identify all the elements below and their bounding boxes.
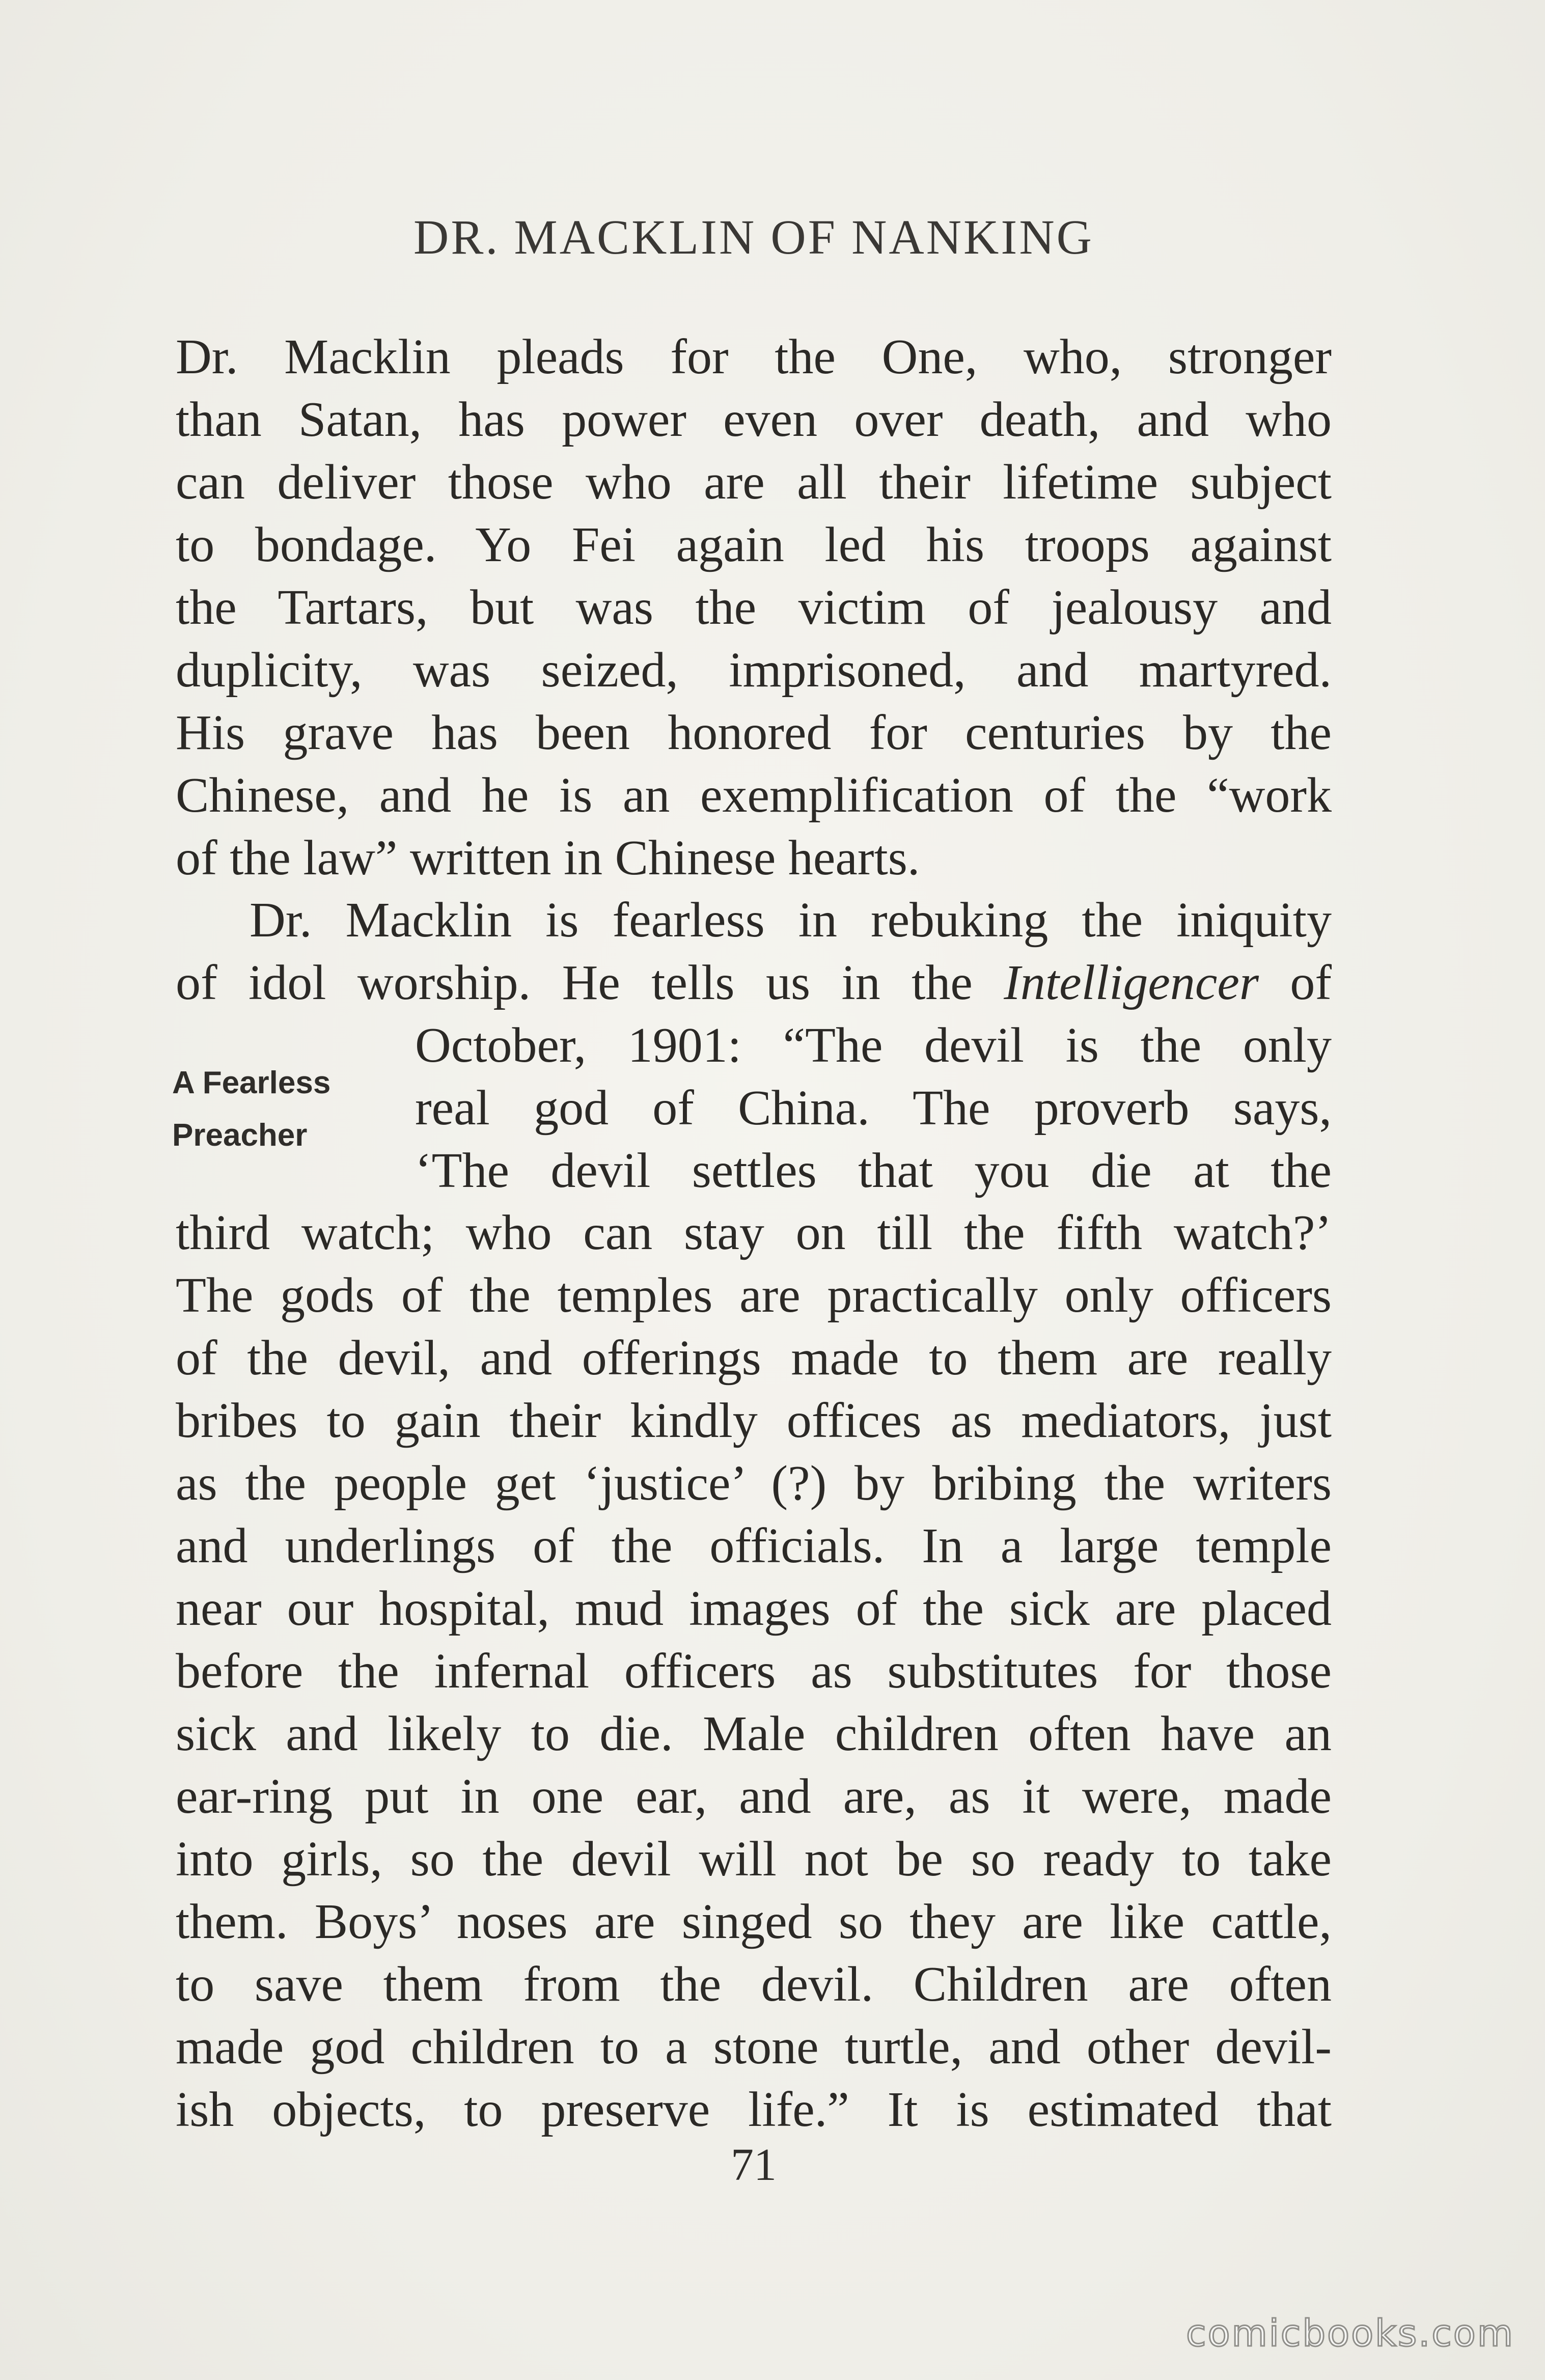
text-line: The gods of the temples are practically only officers (176, 1268, 1332, 1323)
text-line: His grave has been honored for centuries by the (176, 705, 1332, 760)
text-line: duplicity, was seized, imprisoned, and martyred. (176, 643, 1332, 698)
text-line: sick and likely to die. Male children often have an (176, 1706, 1332, 1761)
text-line: Dr. Macklin is fearless in rebuking the iniquity (250, 893, 1332, 948)
text-line: and underlings of the officials. In a large temple (176, 1518, 1332, 1573)
margin-sidenote (172, 1057, 330, 1161)
periodical-title: Intelligencer (1004, 955, 1259, 1010)
text-line: the Tartars, but was the victim of jealousy and (176, 580, 1332, 635)
text-line: ish objects, to preserve life.” It is estimated that (176, 2082, 1332, 2137)
text-line: to bondage. Yo Fei again led his troops against (176, 517, 1332, 572)
paragraph-2-continued (176, 1202, 1332, 2141)
paragraph-2-opening (176, 889, 1332, 1014)
text-line: made god children to a stone turtle, and other devil- (176, 2019, 1332, 2074)
text-line (176, 952, 1332, 1014)
text-line: than Satan, has power even over death, and who (176, 392, 1332, 447)
text-run: of (1258, 955, 1332, 1010)
text-line: of the law” written in Chinese hearts. (176, 831, 920, 885)
text-line: before the infernal officers as substitutes for those (176, 1644, 1332, 1699)
page-number: 71 (731, 2140, 777, 2190)
text-line: as the people get ‘justice’ (?) by bribing the writers (176, 1456, 1332, 1511)
text-line: of the devil, and offerings made to them are really (176, 1331, 1332, 1386)
text-run: of idol worship. He tells us in the (176, 955, 1004, 1010)
text-line: can deliver those who are all their lifetime subject (176, 455, 1332, 510)
text-line: bribes to gain their kindly offices as mediators, just (176, 1393, 1332, 1448)
text-line: real god of China. The proverb says, (415, 1081, 1332, 1136)
text-line: October, 1901: “The devil is the only (415, 1018, 1332, 1073)
text-line: third watch; who can stay on till the fifth watch?’ (176, 1205, 1332, 1260)
site-watermark: comicbooks.com (1185, 2312, 1514, 2355)
text-line: Dr. Macklin pleads for the One, who, stronger (176, 329, 1332, 384)
paragraph-1 (176, 326, 1332, 890)
running-head: DR. MACKLIN OF NANKING (413, 210, 1094, 264)
text-line: ‘The devil settles that you die at the (415, 1143, 1332, 1198)
text-line: them. Boys’ noses are singed so they are like cattle, (176, 1894, 1332, 1949)
text-line: to save them from the devil. Children are often (176, 1957, 1332, 2012)
text-line: into girls, so the devil will not be so ready to take (176, 1832, 1332, 1887)
sidenote-line: Preacher (172, 1118, 308, 1153)
text-line: Chinese, and he is an exemplification of the “work (176, 768, 1332, 823)
text-line: near our hospital, mud images of the sick are placed (176, 1581, 1332, 1636)
paragraph-2-narrow (415, 1014, 1332, 1202)
sidenote-line: A Fearless (172, 1065, 331, 1100)
text-line: ear-ring put in one ear, and are, as it were, made (176, 1769, 1332, 1824)
